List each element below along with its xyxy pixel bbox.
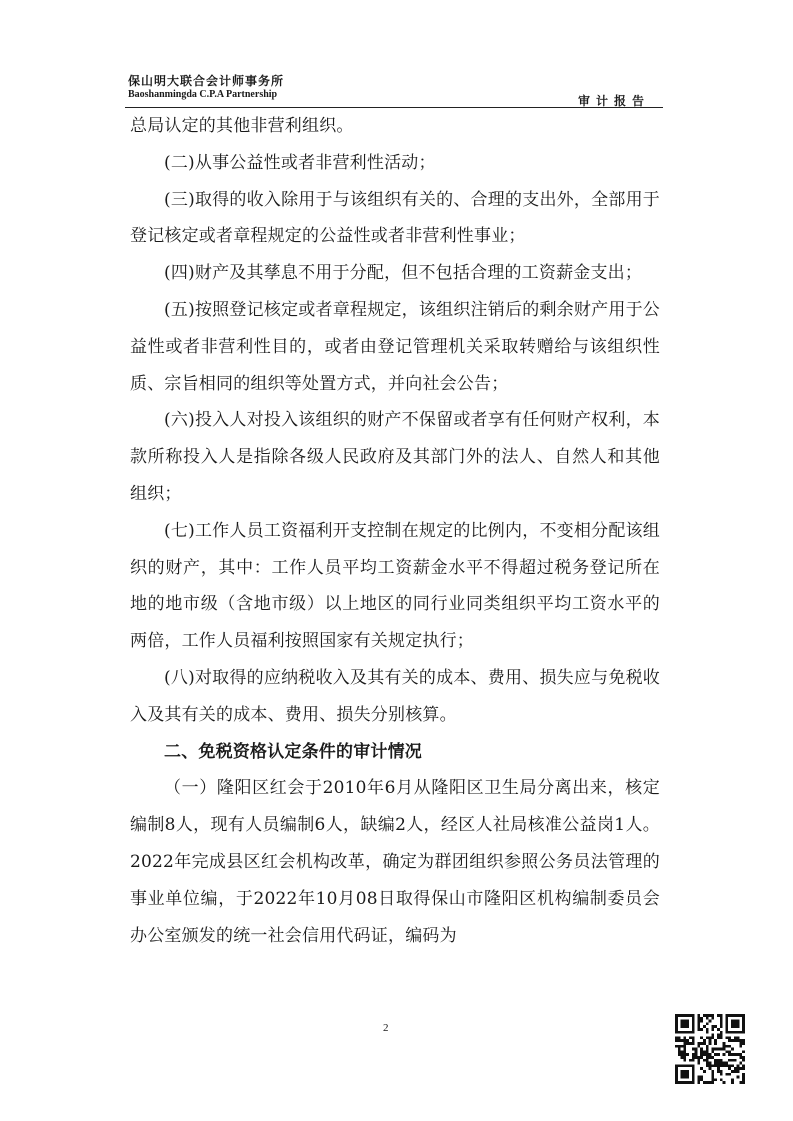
body-text	[130, 108, 660, 954]
body-paragraph: 总局认定的其他非营利组织。	[130, 116, 354, 136]
document-type-label: 审计报告	[578, 94, 651, 108]
body-paragraph: (七)工作人员工资福利开支控制在规定的比例内，不变相分配该组织的财产，其中：工作人员平均工资薪金水平不得超过税务登记所在地的地市级（含地市级）以上地区的同行业同类组织平均工资水平的两倍，工作人员福利按照国家有关规定执行；	[130, 520, 660, 652]
page-number: 2	[383, 1022, 389, 1034]
qr-code-icon	[675, 1014, 745, 1084]
firm-name-cn: 保山明大联合会计师事务所	[128, 74, 285, 88]
body-paragraph: (二)从事公益性或者非营利性活动；	[164, 152, 436, 173]
body-paragraph: (三)取得的收入除用于与该组织有关的、合理的支出外，全部用于登记核定或者章程规定的公益性或者非营利性事业；	[130, 189, 660, 247]
body-paragraph: (五)按照登记核定或者章程规定，该组织注销后的剩余财产用于公益性或者非营利性目的，或者由登记管理机关采取转赠给与该组织性质、宗旨相同的组织等处置方式，并向社会公告；	[130, 299, 660, 394]
body-paragraph: (六)投入人对投入该组织的财产不保留或者享有任何财产权利，本款所称投入人是指除各级人民政府及其部门外的法人、自然人和其他组织；	[130, 410, 660, 504]
body-paragraph: (四)财产及其孳息不用于分配，但不包括合理的工资薪金支出；	[164, 263, 643, 284]
section-heading: 二、免税资格认定条件的审计情况	[164, 741, 422, 762]
firm-name-en: Baoshanmingda C.P.A Partnership	[128, 89, 278, 100]
body-paragraph: （一）隆阳区红会于2010年6月从隆阳区卫生局分离出来，核定编制8人，现有人员编制6人，缺编2人，经区人社局核准公益岗1人。2022年完成县区红会机构改革，确定为群团组织参照公务员法管理的事业单位编，于2022年10月08日取得保山市隆阳区机构编制委员会办公室颁发的统一社会信用代码证，编码为	[130, 778, 660, 946]
body-paragraph: (八)对取得的应纳税收入及其有关的成本、费用、损失应与免税收入及其有关的成本、费用、损失分别核算。	[130, 667, 660, 725]
